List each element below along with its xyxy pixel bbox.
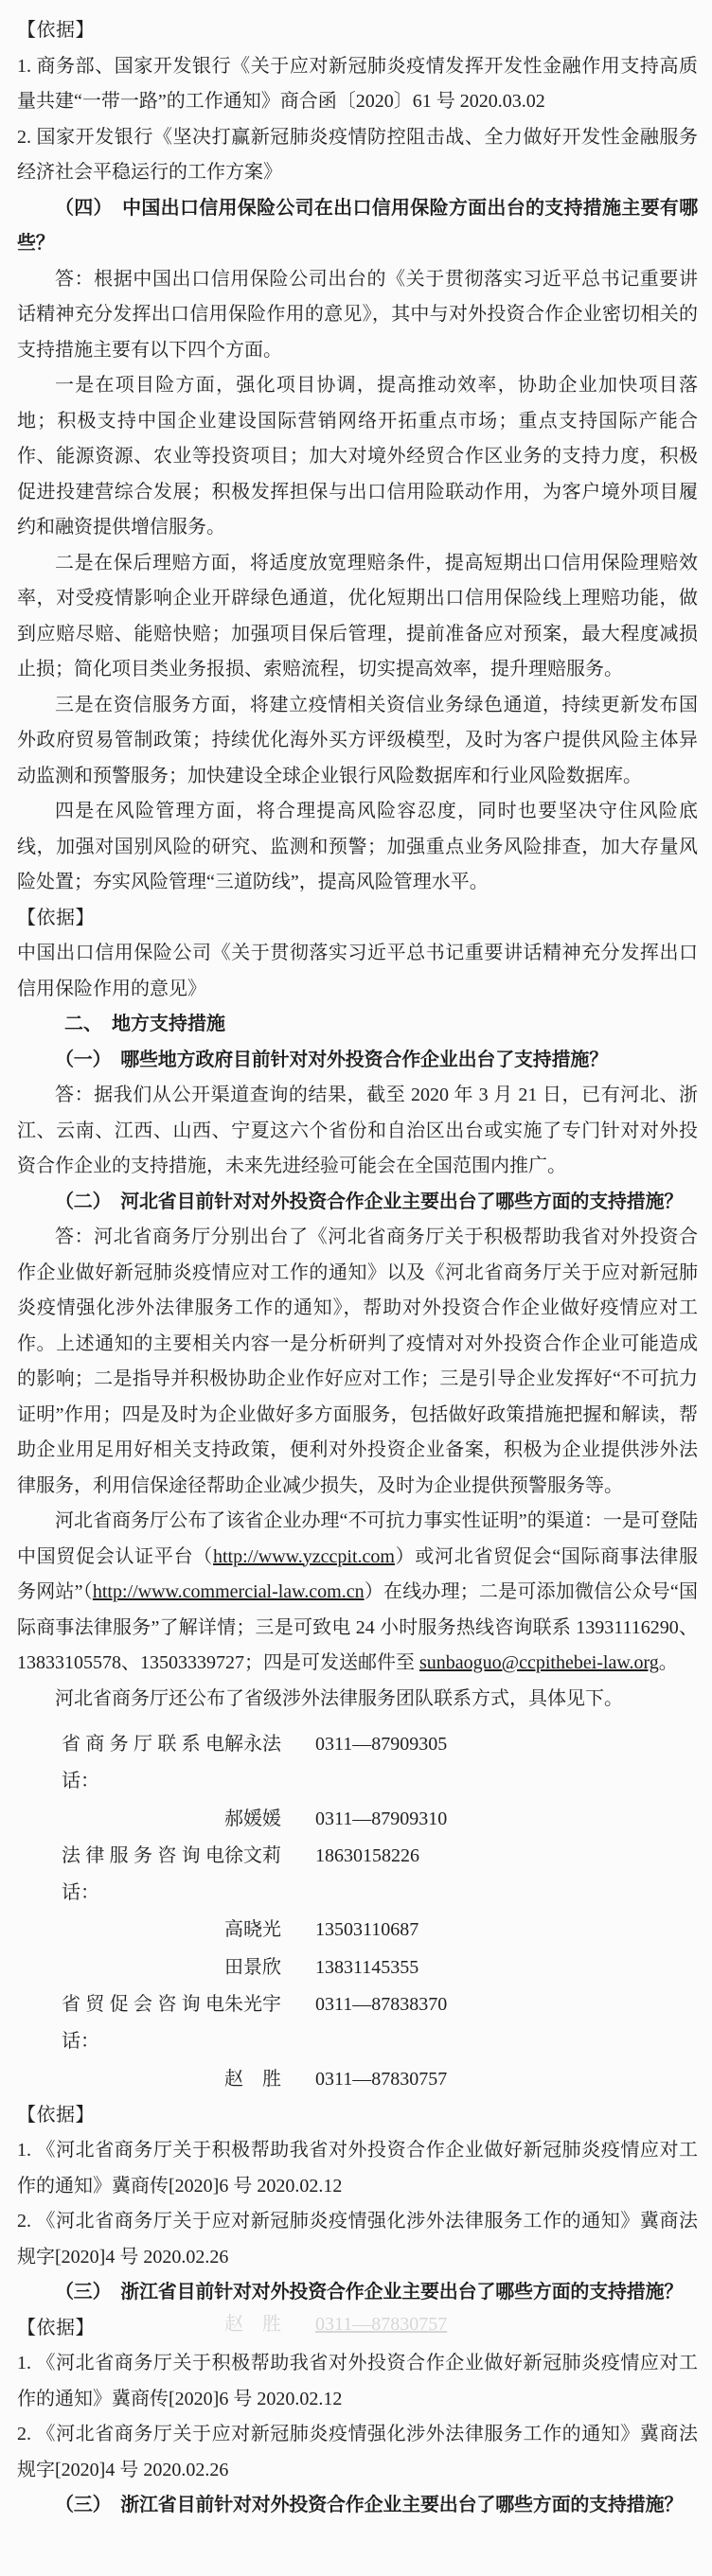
answer-paragraph: 河北省商务厅还公布了省级涉外法律服务团队联系方式，具体见下。 [55, 1687, 623, 1709]
answer-paragraph: 三是在资信服务方面，将建立疫情相关资信业务绿色通道，持续更新发布国外政府贸易管制政策；持续优化海外买方评级模型，及时为客户提供风险主体异动监测和预警服务；加快建设全球企业银行风险数据库和行业风险数据库。 [17, 694, 698, 786]
basis-item: 2. 《河北省商务厅关于应对新冠肺炎疫情强化涉外法律服务工作的通知》冀商法规字[2020]4 号 2020.02.26 [17, 2211, 698, 2267]
contact-label: 省贸促会咨询电话： [62, 1994, 224, 2053]
ghost-contact-phone: 0311—87830757 [315, 2314, 448, 2335]
question-heading-3: （三） 浙江省目前针对对外投资合作企业主要出台了哪些方面的支持措施？ [55, 2282, 684, 2303]
contact-phone: 18630158226 [315, 1844, 419, 1866]
question-heading-4: （四） 中国出口信用保险公司在出口信用保险方面出台的支持措施主要有哪些？ [17, 197, 698, 254]
answer-paragraph: 二是在保后理赔方面，将适度放宽理赔条件，提高短期出口信用保险理赔效率，对受疫情影响企业开辟绿色通道，优化短期出口信用保险线上理赔功能，做到应赔尽赔、能赔快赔；加强项目保后管理，提前准备应对预案，最大程度减损止损；简化项目类业务报损、索赔流程，切实提高效率，提升理赔服务。 [17, 552, 698, 679]
basis-label: 【依据】 [17, 907, 95, 928]
link-email-address[interactable]: sunbaoguo@ccpithebei-law.org [419, 1652, 659, 1673]
contact-row [62, 1986, 698, 2061]
contact-name: 徐文莉 [224, 1844, 281, 1866]
contact-row [62, 1726, 698, 1801]
basis-label: 【依据】 [17, 2104, 95, 2126]
basis-item: 2. 《河北省商务厅关于应对新冠肺炎疫情强化涉外法律服务工作的通知》冀商法规字[2020]4 号 2020.02.26 [17, 2424, 698, 2480]
contact-label [62, 1950, 224, 1986]
link-ccpit-certification-platform[interactable]: http://www.yzccpit.com [212, 1545, 395, 1567]
contact-row [62, 1838, 698, 1913]
contact-name: 田景欣 [224, 1956, 281, 1978]
basis-label: 【依据】 [17, 20, 95, 41]
basis-item: 中国出口信用保险公司《关于贯彻落实习近平总书记重要讲话精神充分发挥出口信用保险作用的意见》 [17, 943, 698, 999]
section-heading-local: 二、 地方支持措施 [64, 1014, 225, 1034]
question-heading-1: （一） 哪些地方政府目前针对对外投资合作企业出台了支持措施？ [55, 1049, 608, 1070]
contact-name: 郝媛媛 [224, 1808, 281, 1829]
contact-name: 赵 胜 [224, 2068, 281, 2090]
basis-item: 1. 《河北省商务厅关于积极帮助我省对外投资合作企业做好新冠肺炎疫情应对工作的通知》冀商传[2020]6 号 2020.02.12 [17, 2353, 698, 2409]
contact-name: 朱光宇 [224, 1994, 281, 2016]
channels-text: ）在线办理；二是可添加微信公众号“国际商事法律服务”了解详情；三是可致电 24 小时服务热线咨询联系 13931116290、13833105578、13503339727；四是可发送邮件至 [17, 1581, 698, 1673]
channels-text: 河北省商务厅公布了该省企业办理“不可抗力事实性证明”的渠道：一是可登陆中国贸促会认证平台（ [17, 1510, 698, 1567]
contact-phone: 0311—87909305 [315, 1734, 448, 1755]
answer-paragraph: 答：河北省商务厅分别出台了《河北省商务厅关于积极帮助我省对外投资合作企业做好新冠肺炎疫情应对工作的通知》以及《河北省商务厅关于应对新冠肺炎疫情强化涉外法律服务工作的通知》，帮助对外投资合作企业做好疫情应对工作。上述通知的主要相关内容一是分析研判了疫情对对外投资合作企业可能造成的影响；二是指导并积极协助企业作好应对工作；三是引导企业发挥好“不可抗力证明”作用；四是及时为企业做好多方面服务，包括做好政策措施把握和解读，帮助企业用足用好相关支持政策，便利对外投资企业备案，积极为企业提供涉外法律服务，利用信保途径帮助企业减少损失，及时为企业提供预警服务等。 [17, 1226, 698, 1496]
contact-phone: 0311—87830757 [315, 2068, 448, 2090]
contact-name: 解永法 [224, 1734, 281, 1755]
answer-paragraph: 答：根据中国出口信用保险公司出台的《关于贯彻落实习近平总书记重要讲话精神充分发挥出口信用保险作用的意见》，其中与对外投资合作企业密切相关的支持措施主要有以下四个方面。 [17, 268, 698, 361]
contact-row [62, 2061, 698, 2098]
contact-row [62, 1801, 698, 1838]
contact-label: 法律服务咨询电话： [62, 1844, 224, 1904]
basis-item: 1. 商务部、国家开发银行《关于应对新冠肺炎疫情发挥开发性金融作用支持高质量共建“一带一路”的工作通知》商合函〔2020〕61 号 2020.03.02 [17, 55, 698, 112]
contact-row [62, 1912, 698, 1949]
contact-phone: 13503110687 [315, 1919, 419, 1941]
basis-item: 2. 国家开发银行《坚决打赢新冠肺炎疫情防控阻击战、全力做好开发性金融服务经济社会平稳运行的工作方案》 [17, 126, 698, 183]
question-heading-2: （二） 河北省目前针对对外投资合作企业主要出台了哪些方面的支持措施？ [55, 1191, 684, 1212]
contact-label [62, 1912, 224, 1949]
channels-text: 。 [658, 1652, 678, 1673]
contact-phone: 0311—87838370 [315, 1994, 448, 2016]
contact-label: 省商务厅联系电话： [62, 1734, 224, 1792]
basis-item: 1. 《河北省商务厅关于积极帮助我省对外投资合作企业做好新冠肺炎疫情应对工作的通知》冀商传[2020]6 号 2020.02.12 [17, 2140, 698, 2197]
channels-paragraph [17, 1504, 698, 1682]
link-commercial-law-site[interactable]: http://www.commercial-law.com.cn [92, 1581, 365, 1602]
channels-text: ）或河北省贸促会“国际商事法律服务网站”（ [17, 1545, 698, 1602]
answer-paragraph: 一是在项目险方面，强化项目协调，提高推动效率，协助企业加快项目落地；积极支持中国企业建设国际营销网络开拓重点市场；重点支持国际产能合作、能源资源、农业等投资项目；加大对境外经贸合作区业务的支持力度，积极促进投建营综合发展；积极发挥担保与出口信用险联动作用，为客户境外项目履约和融资提供增信服务。 [17, 375, 698, 538]
ghost-contact-name: 赵 胜 [224, 2314, 281, 2335]
contact-phone: 13831145355 [315, 1956, 419, 1978]
contact-phone: 0311—87909310 [315, 1808, 448, 1829]
question-heading-3-repeat: （三） 浙江省目前针对对外投资合作企业主要出台了哪些方面的支持措施？ [55, 2495, 684, 2516]
contact-row [62, 1950, 698, 1986]
basis-label: 【依据】 [17, 2317, 95, 2338]
contact-label [62, 1801, 224, 1838]
answer-paragraph: 四是在风险管理方面，将合理提高风险容忍度，同时也要坚决守住风险底线，加强对国别风险的研究、监测和预警；加强重点业务风险排查，加大存量风险处置；夯实风险管理“三道防线”，提高风险管理水平。 [17, 801, 698, 892]
contacts-list [62, 1726, 698, 2098]
contact-label [62, 2061, 224, 2098]
answer-paragraph: 答：据我们从公开渠道查询的结果，截至 2020 年 3 月 21 日，已有河北、浙江、云南、江西、山西、宁夏这六个省份和自治区出台或实施了专门针对对外投资合作企业的支持措施，未来先进经验可能会在全国范围内推广。 [17, 1085, 698, 1176]
contact-name: 高晓光 [224, 1919, 281, 1941]
